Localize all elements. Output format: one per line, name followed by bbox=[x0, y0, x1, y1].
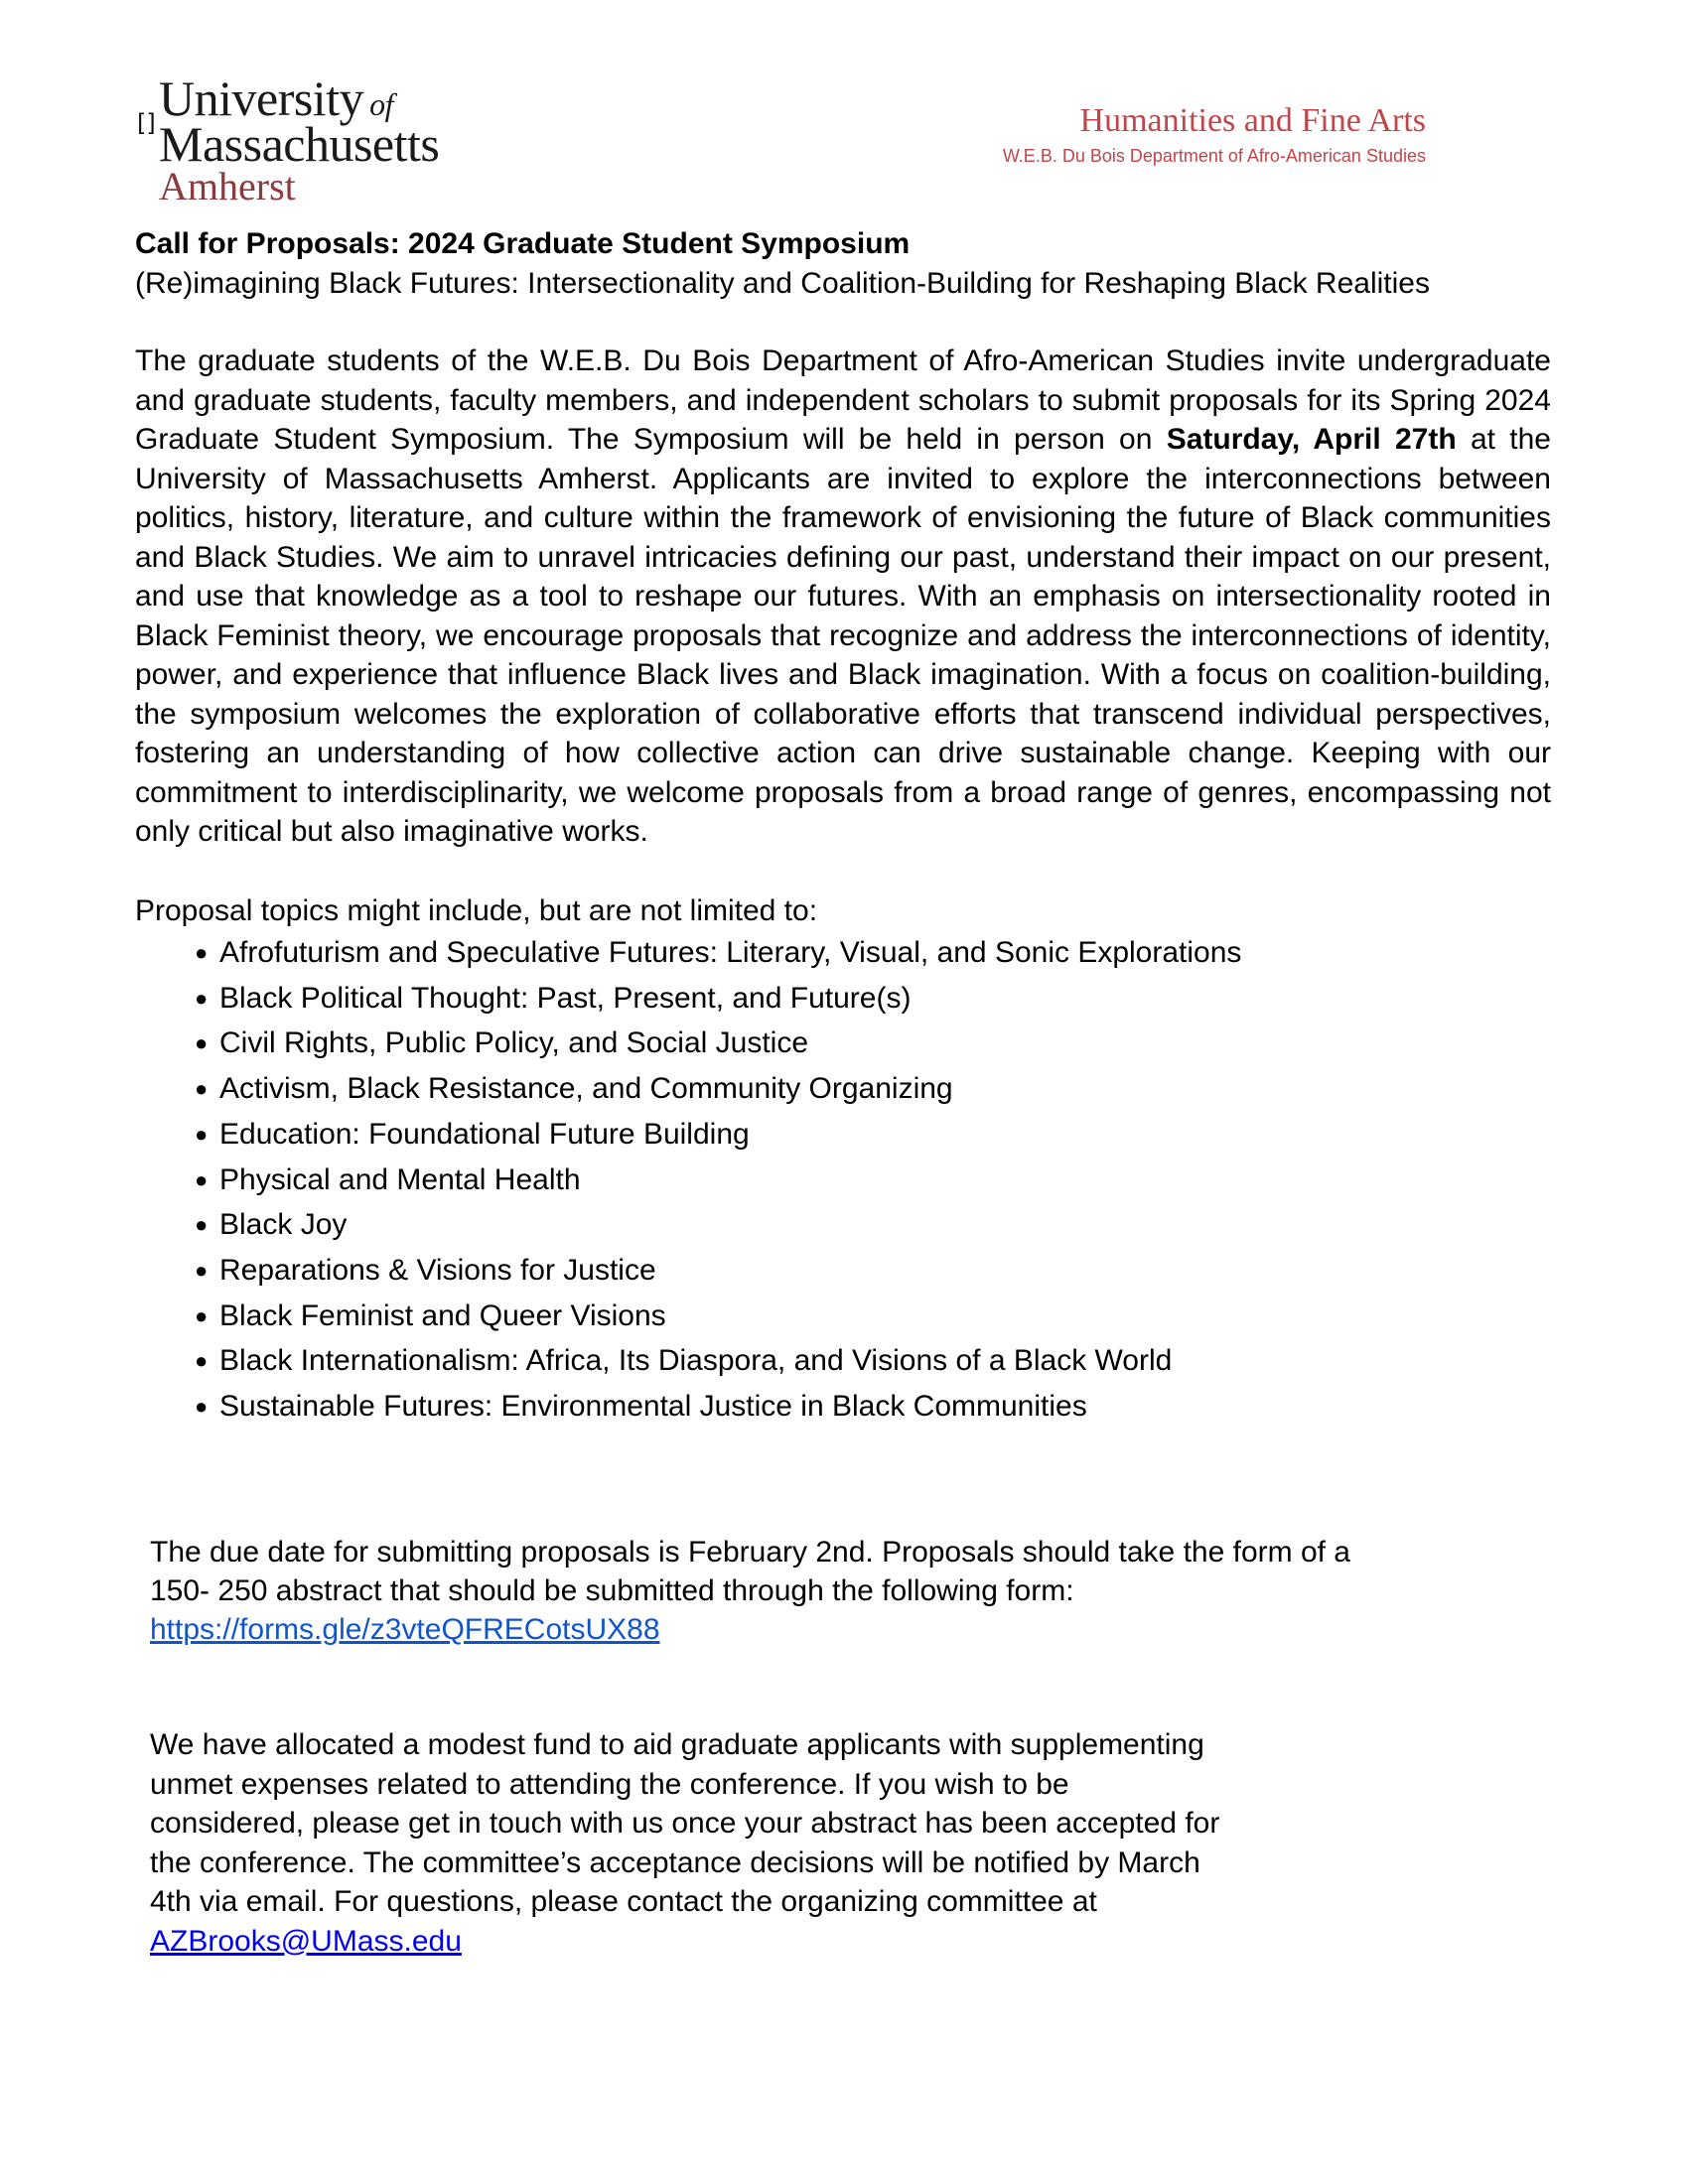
topic-text: Black Joy bbox=[219, 1208, 348, 1242]
fund-line: We have allocated a modest fund to aid graduate applicants with supplementing bbox=[150, 1728, 1204, 1761]
bullet-icon: ● bbox=[195, 1348, 209, 1374]
bullet-icon: ● bbox=[195, 1212, 209, 1238]
topic-text: Black Internationalism: Africa, Its Diaspora, and Visions of a Black World bbox=[219, 1344, 1173, 1378]
contact-email-link[interactable]: AZBrooks@UMass.edu bbox=[150, 1924, 462, 1958]
topic-item bbox=[195, 1066, 1551, 1112]
proposal-form-link[interactable]: https://forms.gle/z3vteQFRECotsUX88 bbox=[150, 1613, 660, 1646]
topic-text: Afrofuturism and Speculative Futures: Literary, Visual, and Sonic Explorations bbox=[219, 936, 1242, 969]
intro-text-1: The graduate students of the W.E.B. Du Bois Department of Afro-American Studies invite undergraduate and graduate students, faculty members, and independent scholars to submit proposals for its Spring 2024 Graduate Student Symposium. The Symposium will be held in person on bbox=[135, 344, 1551, 456]
topics-list bbox=[135, 930, 1551, 1430]
department-name: W.E.B. Du Bois Department of Afro-American Studies bbox=[1002, 146, 1426, 166]
event-date: Saturday, April 27th bbox=[1166, 423, 1457, 456]
topic-item bbox=[195, 1158, 1551, 1203]
letterhead bbox=[1003, 101, 1426, 169]
topic-text: Civil Rights, Public Policy, and Social Justice bbox=[219, 1026, 809, 1060]
intro-text-2: at the University of Massachusetts Amherst. Applicants are invited to explore the interconnections between politics, history, literature, and culture within the framework of envisioning the future of Black communities and Black Studies. We aim to unravel intricacies defining our past, understand their impact on our present, and use that knowledge as a tool to reshape our futures. With an emphasis on intersectionality rooted in Black Feminist theory, we encourage proposals that recognize and address the interconnections of identity, power, and experience that influence Black lives and Black imagination. With a focus on coalition-building, the symposium welcomes the exploration of collaborative efforts that transcend individual perspectives, fostering an understanding of how collective action can drive sustainable change. Keeping with our commitment to interdisciplinarity, we welcome proposals from a broad range of genres, encompassing not only critical but also imaginative works. bbox=[135, 423, 1551, 848]
broken-image-marker-icon: [] bbox=[137, 109, 156, 137]
fund-line: considered, please get in touch with us once your abstract has been accepted for bbox=[150, 1807, 1220, 1840]
funding-paragraph bbox=[150, 1725, 1441, 1961]
umass-amherst-logo bbox=[137, 71, 475, 210]
fund-line: the conference. The committee’s acceptance decisions will be notified by March bbox=[150, 1845, 1200, 1879]
topic-item bbox=[195, 976, 1551, 1022]
document-title: Call for Proposals: 2024 Graduate Student Symposium bbox=[135, 227, 911, 260]
logo-university-text: University bbox=[159, 70, 364, 126]
bullet-icon: ● bbox=[195, 1394, 209, 1420]
bullet-icon: ● bbox=[195, 940, 209, 965]
topics-lead: Proposal topics might include, but are not limited to: bbox=[135, 893, 818, 927]
bullet-icon: ● bbox=[195, 1121, 209, 1147]
topic-item bbox=[195, 1384, 1551, 1430]
topic-text: Reparations & Visions for Justice bbox=[219, 1253, 656, 1287]
symposium-theme: (Re)imagining Black Futures: Intersectionality and Coalition-Building for Reshaping Black Realities bbox=[135, 266, 1430, 300]
topic-text: Physical and Mental Health bbox=[219, 1162, 581, 1196]
topic-item bbox=[195, 1112, 1551, 1158]
bullet-icon: ● bbox=[195, 1257, 209, 1283]
topic-text: Sustainable Futures: Environmental Justice in Black Communities bbox=[219, 1390, 1087, 1424]
topic-item bbox=[195, 1294, 1551, 1339]
topic-item bbox=[195, 1338, 1551, 1384]
college-name: Humanities and Fine Arts bbox=[1079, 102, 1426, 139]
due-line-2: 150- 250 abstract that should be submitted through the following form: bbox=[150, 1574, 1074, 1607]
bullet-icon: ● bbox=[195, 1030, 209, 1056]
topic-item bbox=[195, 1248, 1551, 1294]
topic-text: Black Political Thought: Past, Present, and Future(s) bbox=[219, 981, 912, 1015]
due-line-1: The due date for submitting proposals is February 2nd. Proposals should take the form of a bbox=[150, 1536, 1350, 1569]
topic-text: Education: Foundational Future Building bbox=[219, 1117, 750, 1151]
bullet-icon: ● bbox=[195, 1166, 209, 1192]
logo-amherst: Amherst bbox=[159, 164, 296, 208]
topic-item bbox=[195, 930, 1551, 976]
logo-massachusetts: Massachusetts bbox=[159, 116, 440, 172]
topic-text: Activism, Black Resistance, and Community Organizing bbox=[219, 1072, 953, 1106]
intro-paragraph bbox=[135, 341, 1551, 852]
bullet-icon: ● bbox=[195, 1076, 209, 1102]
bullet-icon: ● bbox=[195, 1302, 209, 1328]
bullet-icon: ● bbox=[195, 985, 209, 1011]
fund-line: 4th via email. For questions, please contact the organizing committee at bbox=[150, 1885, 1097, 1918]
logo-of: of bbox=[369, 86, 393, 122]
fund-line: unmet expenses related to attending the conference. If you wish to be bbox=[150, 1767, 1069, 1801]
due-date-paragraph bbox=[150, 1533, 1540, 1649]
topic-item bbox=[195, 1202, 1551, 1248]
document-body bbox=[135, 224, 1551, 1430]
topic-item bbox=[195, 1021, 1551, 1066]
topic-text: Black Feminist and Queer Visions bbox=[219, 1298, 666, 1332]
